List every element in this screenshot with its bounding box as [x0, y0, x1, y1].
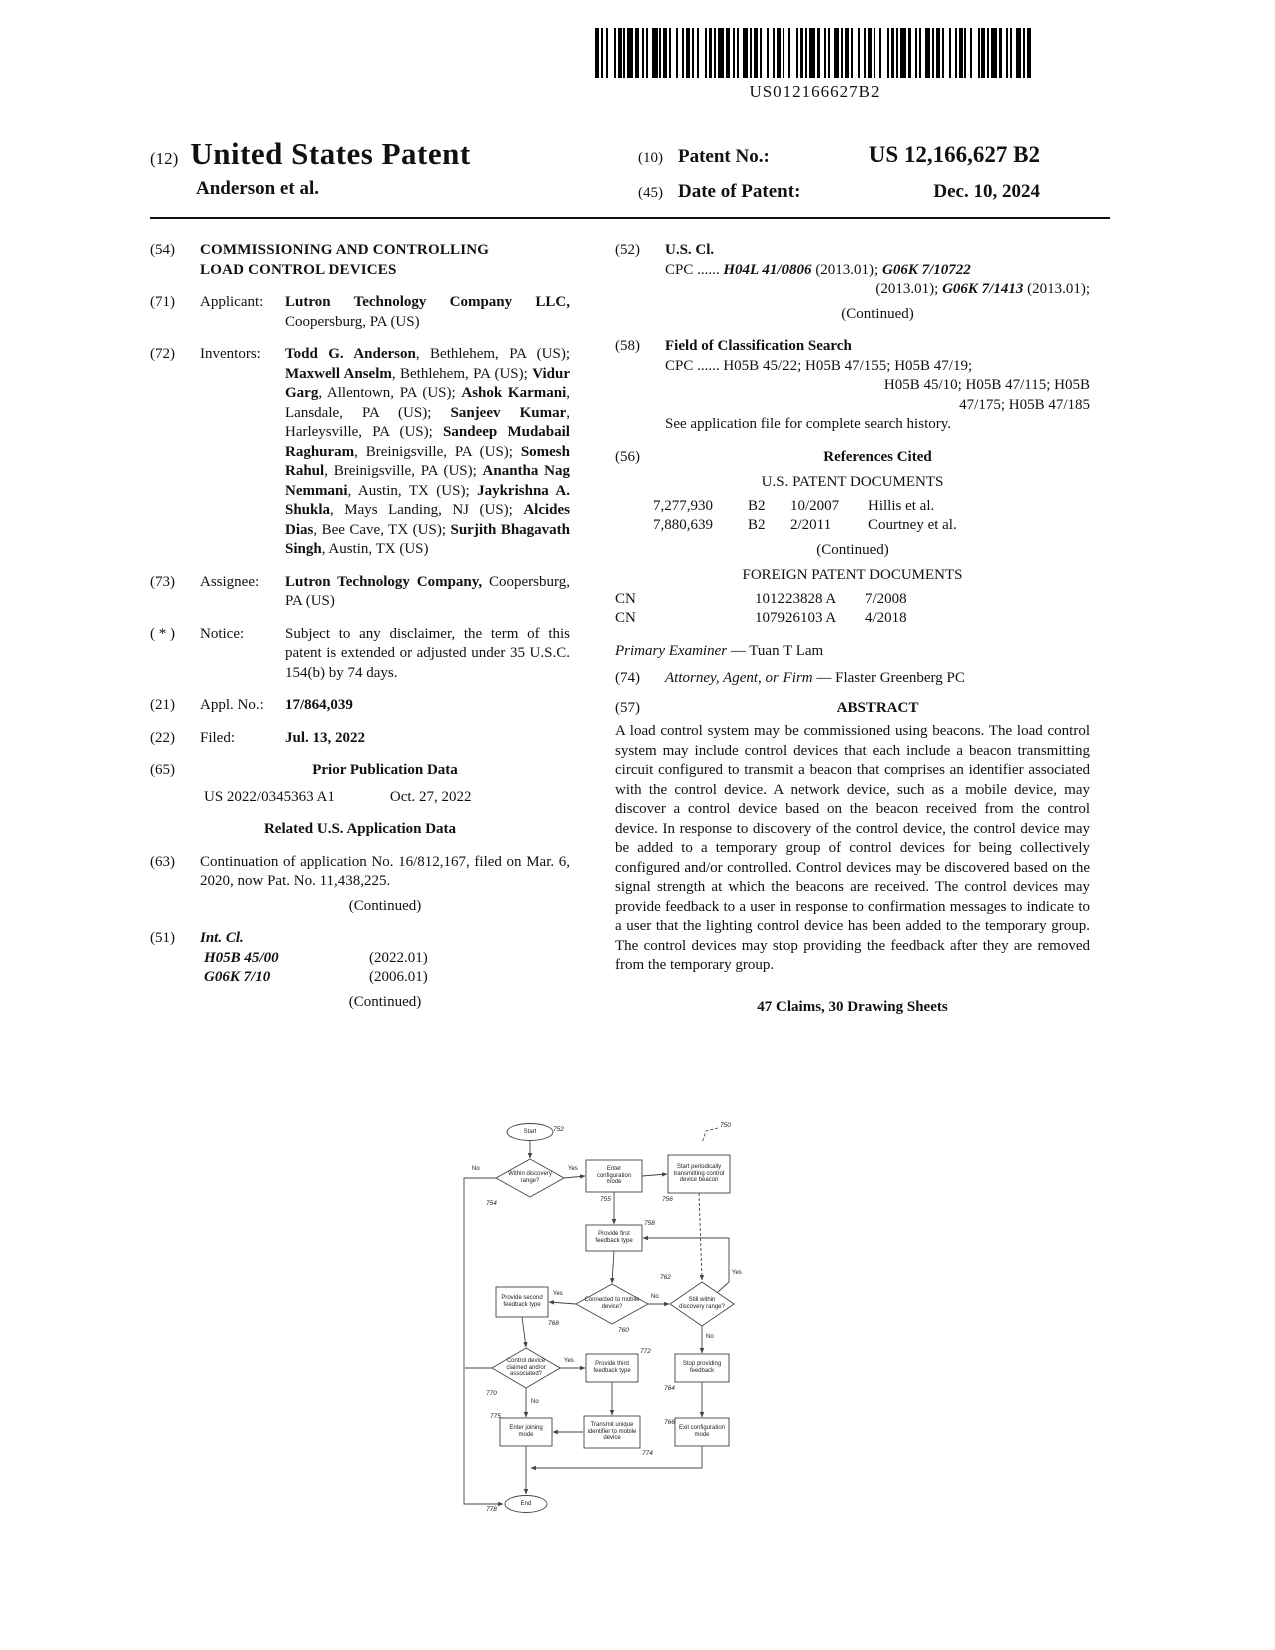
field-56	[615, 448, 1090, 468]
field-21	[150, 696, 570, 716]
flowchart-node-b755: Enter configuration mode	[596, 1165, 632, 1186]
flowchart-branch-label-yes: Yes	[568, 1166, 578, 1172]
field-52-number: (52)	[615, 242, 640, 258]
patent-doc-number: 7,277,930	[653, 497, 713, 514]
field-number-45: (45)	[638, 185, 663, 201]
foreign-country: CN	[615, 610, 636, 626]
flowchart-node-d770: Control device claimed and/or associated?	[506, 1357, 546, 1378]
us-patent-row	[615, 516, 1090, 536]
field-54-number: (54)	[150, 242, 175, 258]
flowchart-ref-b755: 755	[600, 1196, 611, 1203]
barcode	[595, 28, 1035, 78]
int-cl-date: (2022.01)	[369, 949, 428, 966]
flowchart-ref-d770: 770	[486, 1390, 497, 1397]
patent-doc-kind: B2	[748, 497, 766, 514]
int-cl-row	[200, 968, 570, 988]
prior-publication-date: Oct. 27, 2022	[389, 788, 472, 805]
field-22	[150, 729, 570, 749]
flowchart-branch-label-no: No	[472, 1166, 480, 1172]
references-cited-header: References Cited	[823, 448, 932, 465]
field-73	[150, 573, 570, 612]
flowchart-ref-b772: 772	[640, 1348, 651, 1355]
foreign-patent-row	[615, 609, 1090, 629]
flowchart-node-d760: Connected to mobile device?	[584, 1297, 640, 1310]
field-number-10: (10)	[638, 150, 663, 166]
prior-publication-number: US 2022/0345363 A1	[204, 788, 335, 805]
int-cl-code: G06K 7/10	[204, 969, 271, 985]
foreign-date: 4/2018	[865, 610, 907, 626]
field-71	[150, 293, 570, 332]
field-51-continued: (Continued)	[348, 993, 422, 1010]
date-of-patent: Dec. 10, 2024	[933, 181, 1040, 202]
flowchart-branch-label-no: No	[651, 1294, 659, 1300]
applicant-label: Applicant:	[200, 294, 264, 310]
primary-examiner-line: Primary Examiner — Tuan T Lam	[615, 642, 824, 659]
flowchart-figure	[452, 1116, 782, 1546]
patent-number: US 12,166,627 B2	[868, 142, 1040, 167]
header-rule	[150, 217, 1110, 219]
foreign-patent-row	[615, 590, 1090, 610]
continuation-text: Continuation of application No. 16/812,167, filed on Mar. 6, 2020, now Pat. No. 11,438,225.	[200, 853, 570, 889]
field-51-number: (51)	[150, 930, 175, 946]
flowchart-ref-b776: 775	[490, 1413, 501, 1420]
notice-label: Notice:	[200, 625, 245, 642]
int-cl-row	[200, 949, 570, 969]
right-column	[615, 241, 1090, 1025]
int-cl-header: Int. Cl.	[200, 930, 244, 946]
appl-no-label: Appl. No.:	[200, 697, 264, 713]
foreign-patent-documents-header: FOREIGN PATENT DOCUMENTS	[742, 567, 963, 583]
field-54	[150, 241, 570, 280]
flowchart-ref-d762: 762	[660, 1274, 671, 1281]
field-58-number: (58)	[615, 338, 640, 354]
related-application-header: Related U.S. Application Data	[263, 821, 457, 837]
field-number-12: (12)	[150, 149, 179, 168]
search-cpc-line-2: H05B 45/10; H05B 47/115; H05B	[883, 377, 1090, 393]
body-columns	[150, 241, 1110, 1025]
field-of-search-header: Field of Classification Search	[665, 338, 852, 354]
search-note: See application file for complete search history.	[665, 416, 952, 432]
flowchart-node-b764: Stop providing feedback	[682, 1361, 722, 1374]
field-56-number: (56)	[615, 448, 640, 465]
abstract-text: A load control system may be commissioned using beacons. The load control system may include control devices that each include a beacon transmitting circuit configured to transmit a beacon that comprises an identifier associated with the control device. A network device, such as a mobile device, may discover a control device based on the beacon received from the control device. In response to discovery of the control device, the control device may be added to a temporary group of control devices for being collectively configured and/or controlled. Control devices may be discovered based on the signal strength at which the beacons are received. The control devices may provide feedback to a user in response to confirmation messages to indicate to a user that the lighting control device has been added to the temporary group. The control devices may stop providing the feedback after they are removed from the temporary group.	[615, 723, 1090, 973]
patent-doc-kind: B2	[748, 517, 766, 533]
field-63-continued: (Continued)	[348, 897, 422, 914]
flowchart-nodes-layer	[452, 1116, 782, 1546]
flowchart-branch-label-yes: Yes	[732, 1270, 742, 1276]
int-cl-date: (2006.01)	[369, 969, 428, 985]
filed-value: Jul. 13, 2022	[285, 729, 366, 746]
flowchart-node-end: End	[520, 1500, 532, 1507]
flowchart-ref-start: 752	[553, 1126, 564, 1133]
patent-doc-number: 7,880,639	[653, 517, 713, 533]
us-patent-row	[615, 497, 1090, 517]
field-56-continued: (Continued)	[816, 541, 889, 558]
flowchart-ref-b768: 768	[548, 1320, 559, 1327]
document-title: United States Patent	[190, 136, 471, 171]
flowchart-fig-ref: 750	[720, 1122, 731, 1129]
attorney-line: Attorney, Agent, or Firm — Flaster Greenberg PC	[665, 670, 965, 686]
authors: Anderson et al.	[196, 178, 319, 199]
cpc-line-1: CPC ...... H04L 41/0806 (2013.01); G06K 7/10722	[665, 261, 971, 278]
patent-doc-date: 10/2007	[790, 497, 840, 514]
patent-doc-name: Hillis et al.	[868, 497, 935, 514]
flowchart-node-b756: Start periodically transmitting control device beacon	[673, 1163, 725, 1184]
field-71-number: (71)	[150, 294, 175, 310]
inventors-list: Todd G. Anderson, Bethlehem, PA (US); Maxwell Anselm, Bethlehem, PA (US); Vidur Garg, Allentown, PA (US); Ashok Karmani, Lansdale, PA (US); Sanjeev Kumar, Harleysville, PA (US); Sandeep Mudabail Raghuram, Breinigsville, PA (US); Somesh Rahul, Breinigsville, PA (US); Anantha Nag Nemmani, Austin, TX (US); Jaykrishna A. Shukla, Mays Landing, NJ (US); Alcides Dias, Bee Cave, TX (US); Surjith Bhagavath Singh, Austin, TX (US)	[285, 346, 571, 557]
foreign-number: 101223828 A	[755, 590, 837, 607]
patent-doc-date: 2/2011	[790, 517, 832, 533]
flowchart-node-d754: Within discovery range?	[508, 1171, 552, 1184]
flowchart-ref-b774: 774	[642, 1450, 653, 1457]
field-57-number: (57)	[615, 699, 640, 716]
date-of-patent-label: Date of Patent:	[678, 181, 801, 202]
us-patent-documents-header: U.S. PATENT DOCUMENTS	[761, 474, 944, 490]
field-72	[150, 345, 570, 560]
prior-publication-header: Prior Publication Data	[312, 762, 458, 778]
barcode-number: US012166627B2	[749, 82, 881, 101]
field-57	[615, 699, 1090, 719]
flowchart-ref-b756: 756	[662, 1196, 673, 1203]
applicant-value: Lutron Technology Company LLC, Coopersburg, PA (US)	[285, 294, 570, 330]
flowchart-branch-label-no: No	[531, 1399, 539, 1405]
field-58	[615, 337, 1090, 435]
patent-doc-name: Courtney et al.	[868, 517, 957, 533]
foreign-number: 107926103 A	[755, 610, 837, 626]
flowchart-ref-b764: 764	[664, 1385, 675, 1392]
field-72-number: (72)	[150, 346, 175, 362]
field-74-number: (74)	[615, 670, 640, 686]
search-cpc-line-3: 47/175; H05B 47/185	[959, 396, 1090, 413]
flowchart-ref-b758: 758	[644, 1220, 655, 1227]
flowchart-ref-end: 778	[486, 1506, 497, 1513]
field-63-number: (63)	[150, 853, 175, 870]
flowchart-node-b766: Exit configuration mode	[678, 1425, 726, 1438]
search-cpc-line-1: CPC ...... H05B 45/22; H05B 47/155; H05B 47/19;	[665, 357, 973, 374]
left-column	[150, 241, 570, 1025]
flowchart-branch-label-no: No	[706, 1334, 714, 1340]
field-52-continued: (Continued)	[841, 305, 914, 322]
field-73-number: (73)	[150, 573, 175, 590]
cpc-line-2: (2013.01); G06K 7/1413 (2013.01);	[875, 281, 1090, 297]
flowchart-node-b772: Provide third feedback type	[593, 1361, 631, 1374]
flowchart-branch-label-yes: Yes	[553, 1291, 563, 1297]
notice-field	[150, 625, 570, 684]
notice-text: Subject to any disclaimer, the term of this patent is extended or adjusted under 35 U.S.C. 154(b) by 74 days.	[285, 625, 570, 681]
patent-no-label: Patent No.:	[678, 146, 770, 167]
flowchart-node-b768: Provide second feedback type	[501, 1295, 543, 1308]
flowchart-node-b774: Transmit unique identifier to mobile device	[587, 1421, 637, 1442]
us-cl-header: U.S. Cl.	[665, 242, 715, 258]
field-21-number: (21)	[150, 697, 175, 713]
field-74	[615, 669, 1090, 689]
field-65-number: (65)	[150, 762, 175, 778]
appl-no-value: 17/864,039	[285, 697, 353, 713]
assignee-value: Lutron Technology Company, Coopersburg, PA (US)	[285, 573, 570, 609]
inventors-label: Inventors:	[200, 346, 261, 362]
foreign-country: CN	[615, 590, 636, 607]
notice-number: ( * )	[150, 625, 175, 642]
field-52	[615, 241, 1090, 324]
header-right	[638, 142, 1040, 216]
claims-drawing-sheets-line: 47 Claims, 30 Drawing Sheets	[757, 998, 948, 1015]
flowchart-ref-b766: 766	[664, 1419, 675, 1426]
field-65	[150, 761, 570, 807]
flowchart-branch-label-yes: Yes	[564, 1358, 574, 1364]
field-22-number: (22)	[150, 729, 175, 746]
abstract-header: ABSTRACT	[836, 699, 919, 716]
filed-label: Filed:	[200, 729, 236, 746]
flowchart-node-b776: Enter joining mode	[509, 1425, 543, 1438]
field-51	[150, 929, 570, 1012]
flowchart-node-start: Start	[523, 1128, 537, 1135]
flowchart-ref-d760: 760	[618, 1327, 629, 1334]
flowchart-node-b758: Provide first feedback type	[595, 1231, 633, 1244]
assignee-label: Assignee:	[200, 573, 260, 590]
foreign-date: 7/2008	[865, 590, 907, 607]
flowchart-ref-d754: 754	[486, 1200, 497, 1207]
invention-title: COMMISSIONING AND CONTROLLING LOAD CONTROL DEVICES	[200, 242, 490, 278]
field-63	[150, 853, 570, 917]
flowchart-node-d762: Still within discovery range?	[679, 1297, 725, 1310]
int-cl-code: H05B 45/00	[204, 949, 279, 966]
header-left	[150, 136, 471, 200]
